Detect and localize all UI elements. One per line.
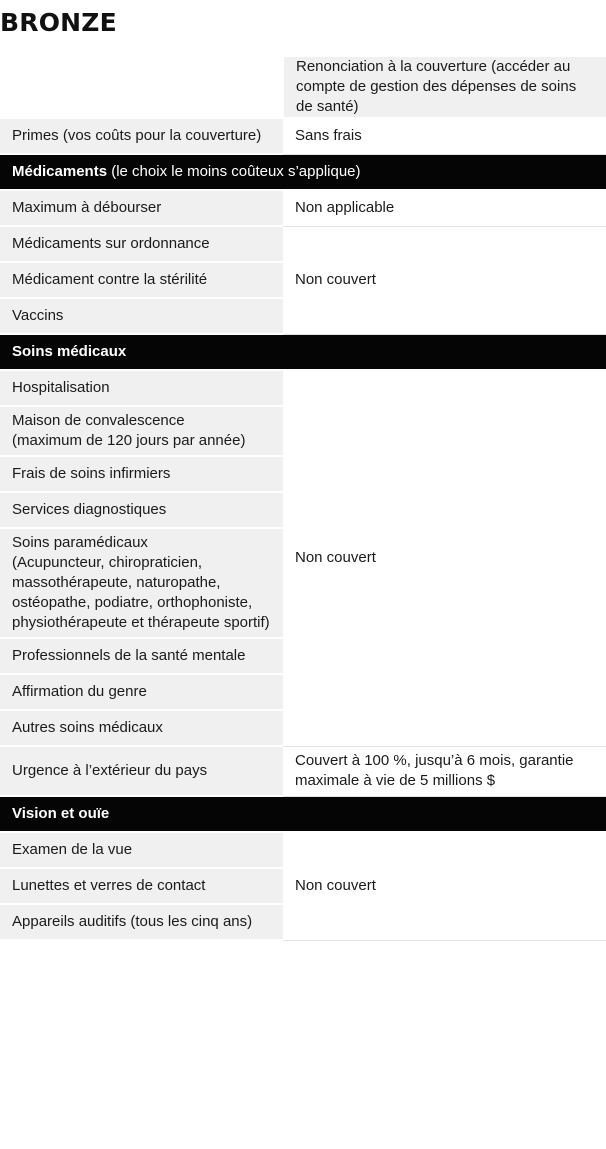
- table-row: [0, 190, 606, 226]
- section-header-medical: [0, 334, 606, 370]
- section-title-bold: Médicaments: [12, 163, 108, 180]
- table-row: [0, 832, 606, 868]
- row-label: Maison de convalescence (maximum de 120 jours par année): [0, 406, 283, 456]
- section-title-medical: [0, 334, 606, 370]
- column-header: Renonciation à la couverture (accéder au compte de gestion des dépenses de soins de santé): [283, 57, 606, 118]
- table-row: [0, 370, 606, 406]
- row-label: Médicament contre la stérilité: [0, 262, 283, 298]
- row-label: Professionnels de la santé mentale: [0, 638, 283, 674]
- section-title-bold: Vision et ouïe: [12, 805, 110, 822]
- coverage-table: [0, 57, 606, 941]
- row-label: Lunettes et verres de contact: [0, 868, 283, 904]
- row-label: Urgence à l’extérieur du pays: [0, 746, 283, 796]
- row-value-premiums: Sans frais: [283, 118, 606, 154]
- row-value: Non applicable: [283, 190, 606, 226]
- group-value-vision: Non couvert: [283, 832, 606, 940]
- page-title: BRONZE: [0, 8, 117, 37]
- section-header-drugs: [0, 154, 606, 190]
- table-row: [0, 226, 606, 262]
- row-label: Hospitalisation: [0, 370, 283, 406]
- section-title-bold: Soins médicaux: [12, 343, 127, 360]
- group-value-drugs: Non couvert: [283, 226, 606, 334]
- section-header-vision: [0, 796, 606, 832]
- section-title-drugs: [0, 154, 606, 190]
- row-label: Affirmation du genre: [0, 674, 283, 710]
- row-label: Examen de la vue: [0, 832, 283, 868]
- table-row: [0, 746, 606, 796]
- header-empty-cell: [0, 57, 283, 118]
- row-label-premiums: Primes (vos coûts pour la couverture): [0, 118, 283, 154]
- row-label: Médicaments sur ordonnance: [0, 226, 283, 262]
- row-label: Vaccins: [0, 298, 283, 334]
- section-title-vision: [0, 796, 606, 832]
- row-value: Couvert à 100 %, jusqu’à 6 mois, garantie maximale à vie de 5 millions $: [283, 746, 606, 796]
- table-header-row: [0, 57, 606, 118]
- table-row: [0, 118, 606, 154]
- row-label: Frais de soins infirmiers: [0, 456, 283, 492]
- row-label: Autres soins médicaux: [0, 710, 283, 746]
- row-label: Services diagnostiques: [0, 492, 283, 528]
- row-label: Soins paramédicaux (Acupuncteur, chiropraticien, massothérapeute, naturopathe, ostéopathe, podiatre, orthophoniste, physiothérapeute et thérapeute sportif): [0, 528, 283, 638]
- group-value-medical: Non couvert: [283, 370, 606, 746]
- row-label: Maximum à débourser: [0, 190, 283, 226]
- row-label: Appareils auditifs (tous les cinq ans): [0, 904, 283, 940]
- section-title-note: (le choix le moins coûteux s’applique): [107, 163, 361, 180]
